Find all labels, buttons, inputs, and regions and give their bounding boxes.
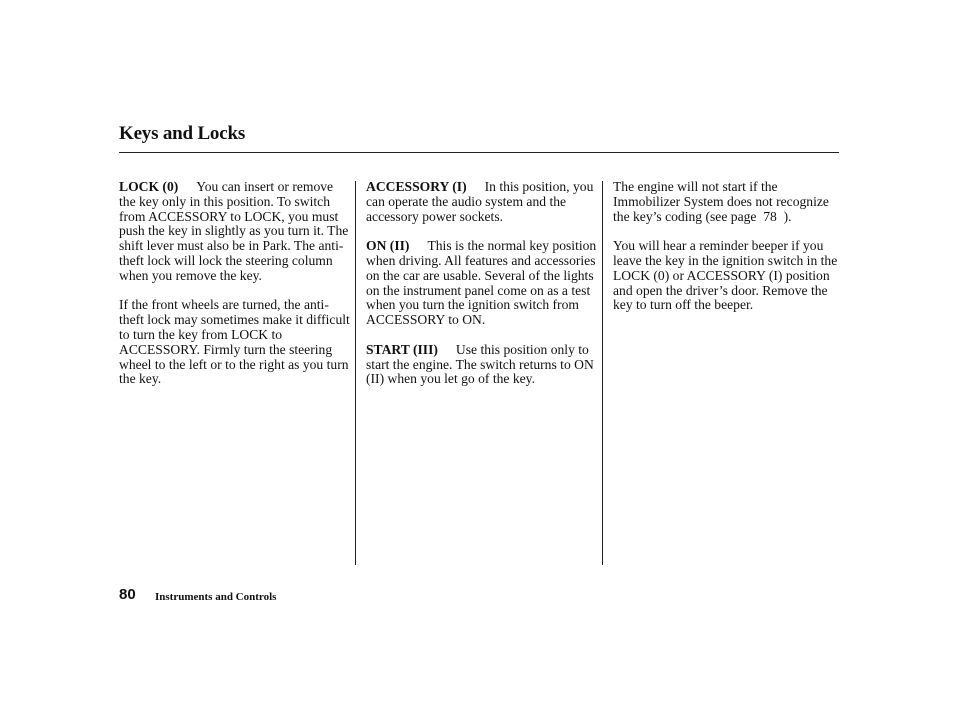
beeper-paragraph: You will hear a reminder beeper if you leave the key in the ignition switch in the LOCK (0) or ACCESSORY (I) position and open the driver’s door. Remove the key to turn off the beeper. [613, 238, 838, 313]
start-text: Use this position only to start the engine. The switch returns to ON (II) when you let go of the key. [366, 341, 594, 387]
immobilizer-text-end: ). [783, 208, 792, 224]
immobilizer-text: The engine will not start if the Immobilizer System does not recognize the key’s coding (see page [613, 179, 829, 224]
start-term: START (III) [366, 341, 438, 357]
accessory-text: In this position, you can operate the audio system and the accessory power sockets. [366, 179, 594, 224]
column-3 [613, 180, 839, 328]
page-title: Keys and Locks [119, 123, 246, 144]
page-number: 80 [119, 586, 136, 603]
title-divider [119, 152, 839, 153]
on-text: This is the normal key position when driving. All features and accessories on the car are usable. Several of the lights on the instrument panel come on as a test when you turn the ignition switch from ACCESSORY to ON. [366, 238, 597, 328]
section-name: Instruments and Controls [155, 591, 277, 603]
column-1 [119, 180, 351, 402]
front-wheels-paragraph: If the front wheels are turned, the anti-theft lock may sometimes make it difficult to turn the key from LOCK to ACCESSORY. Firmly turn the steering wheel to the left or to the right as you turn the key. [119, 297, 350, 387]
column-divider-1 [355, 181, 356, 565]
lock-paragraph [119, 180, 351, 284]
lock-text: You can insert or remove the key only in this position. To switch from ACCESSORY to LOCK, you must push the key in slightly as you turn it. The shift lever must also be in Park. The anti-theft lock will lock the steering column when you remove the key. [119, 179, 349, 283]
column-2 [366, 180, 598, 402]
immobilizer-paragraph [613, 180, 839, 224]
accessory-paragraph [366, 180, 598, 224]
on-term: ON (II) [366, 238, 410, 254]
on-paragraph [366, 239, 598, 328]
column-divider-2 [602, 181, 603, 565]
page-reference-link[interactable]: 78 [763, 208, 777, 224]
lock-term: LOCK (0) [119, 179, 179, 194]
accessory-term: ACCESSORY (I) [366, 179, 467, 194]
start-paragraph [366, 343, 598, 387]
